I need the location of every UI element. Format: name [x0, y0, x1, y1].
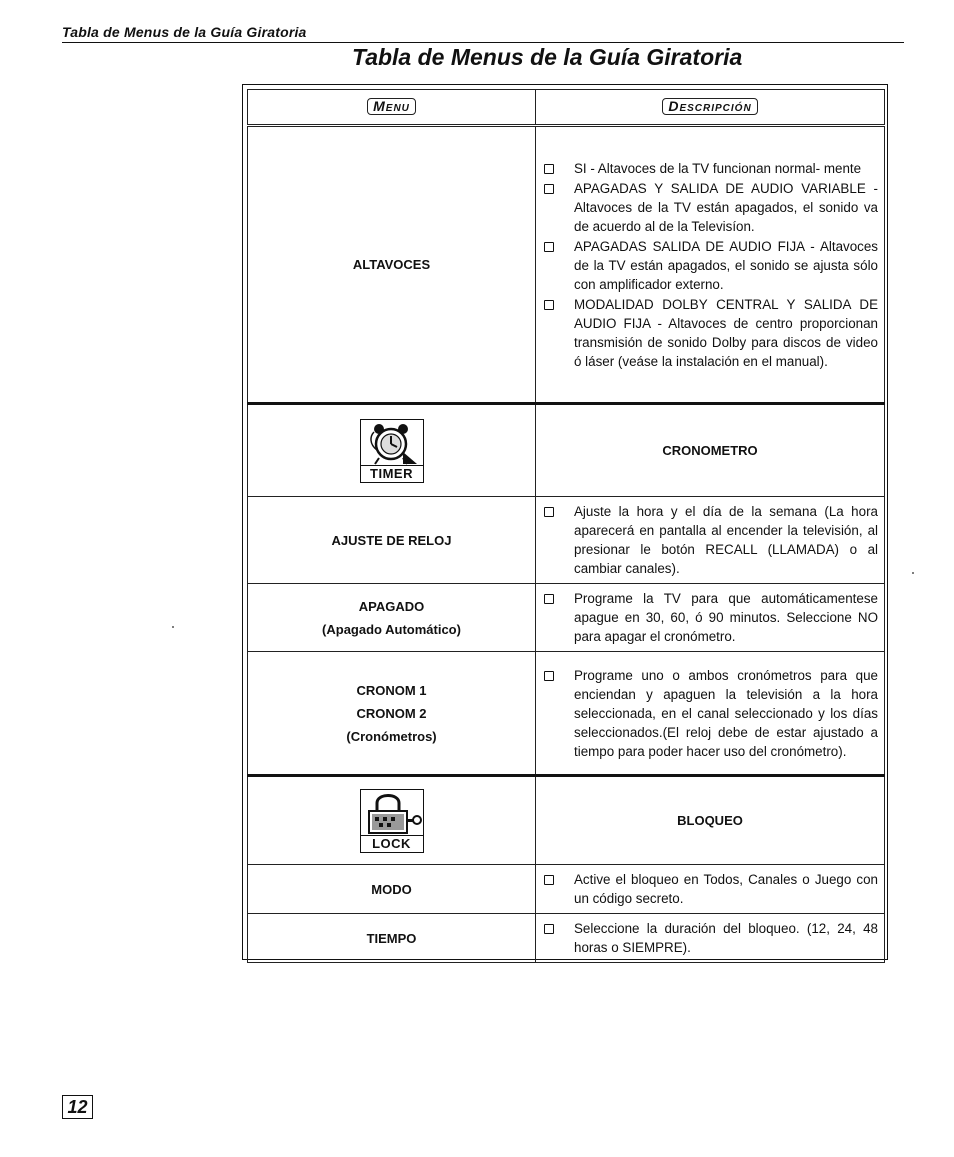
- description-cell: [536, 584, 885, 652]
- table-row: [248, 776, 885, 865]
- menu-item-apagado: [248, 584, 536, 652]
- description-cell: [536, 497, 885, 584]
- table-row: [248, 497, 885, 584]
- page-number: 12: [62, 1095, 93, 1119]
- list-item: [544, 502, 878, 578]
- scan-speck: [172, 626, 174, 628]
- section-title-cronometro: CRONOMETRO: [536, 404, 885, 497]
- menu-item-subtitle: (Apagado Automático): [322, 621, 461, 637]
- option-list: [536, 661, 884, 766]
- page-title: Tabla de Menus de la Guía Giratoria: [352, 44, 743, 70]
- checkbox-bullet-icon: [544, 671, 554, 681]
- option-text: Ajuste la hora y el día de la semana (La hora aparecerá en pantalla al encender la televisión, al presionar le botón RECALL (LLAMADA) o al cambiar canales).: [574, 504, 878, 576]
- list-item: [544, 295, 878, 371]
- option-list: [536, 865, 884, 913]
- list-item: [544, 919, 878, 957]
- checkbox-bullet-icon: [544, 594, 554, 604]
- checkbox-bullet-icon: [544, 507, 554, 517]
- option-list: [536, 914, 884, 962]
- section-title-bloqueo: BLOQUEO: [536, 776, 885, 865]
- option-text: MODALIDAD DOLBY CENTRAL Y SALIDA DE AUDIO FIJA - Altavoces de centro proporcionan transmisión de sonido Dolby para discos de video ó láser (veáse la instalación en el manual).: [574, 296, 878, 369]
- alarm-clock-icon: [360, 419, 424, 483]
- option-text: APAGADAS SALIDA DE AUDIO FIJA - Altavoces de la TV están apagados, el sonido se ajusta sólo con amplificador externo.: [574, 238, 878, 292]
- menu-header-label: Menu: [367, 98, 416, 115]
- checkbox-bullet-icon: [544, 875, 554, 885]
- table-row: [248, 126, 885, 404]
- timer-icon-label: TIMER: [361, 465, 423, 482]
- lock-icon-label: LOCK: [361, 835, 423, 852]
- list-item: [544, 870, 878, 908]
- list-item: [544, 237, 878, 294]
- menu-item-tiempo: TIEMPO: [248, 914, 536, 963]
- table-header-row: [248, 90, 885, 126]
- menu-item-ajuste-de-reloj: AJUSTE DE RELOJ: [248, 497, 536, 584]
- table-row: [248, 865, 885, 914]
- menu-item-altavoces: ALTAVOCES: [248, 126, 536, 404]
- timer-icon-cell: [248, 404, 536, 497]
- checkbox-bullet-icon: [544, 184, 554, 194]
- list-item: [544, 666, 878, 761]
- list-item: [544, 159, 878, 178]
- running-head: Tabla de Menus de la Guía Giratoria: [62, 24, 307, 40]
- option-list: [536, 497, 884, 583]
- menu-table-frame: [242, 84, 888, 960]
- option-text: APAGADAS Y SALIDA DE AUDIO VARIABLE - Altavoces de la TV están apagados, el sonido va de acuerdo al de la Televisíon.: [574, 180, 878, 234]
- table-row: [248, 584, 885, 652]
- list-item: [544, 589, 878, 646]
- menu-table: [247, 89, 885, 963]
- checkbox-bullet-icon: [544, 242, 554, 252]
- option-text: Programe uno o ambos cronómetros para que enciendan y apaguen la televisión a la hora seleccionada, en el canal seleccionado y los días seleccionados.(El reloj debe de estar ajustado a tiempo para poder hacer uso del cronómetro).: [574, 667, 878, 759]
- description-column-header: [536, 90, 885, 126]
- menu-item-modo: MODO: [248, 865, 536, 914]
- option-text: Seleccione la duración del bloqueo. (12, 24, 48 horas o SIEMPRE).: [574, 921, 878, 955]
- menu-item-subtitle: (Cronómetros): [346, 728, 437, 744]
- option-list: [536, 154, 884, 376]
- table-row: [248, 404, 885, 497]
- menu-item-name: CRONOM 2: [356, 705, 427, 721]
- checkbox-bullet-icon: [544, 924, 554, 934]
- padlock-icon: [360, 789, 424, 853]
- description-cell: [536, 652, 885, 776]
- description-cell: [536, 914, 885, 963]
- menu-column-header: [248, 90, 536, 126]
- checkbox-bullet-icon: [544, 164, 554, 174]
- header-rule: [62, 42, 904, 43]
- list-item: [544, 179, 878, 236]
- description-header-label: Descripción: [662, 98, 757, 115]
- option-text: Active el bloqueo en Todos, Canales o Juego con un código secreto.: [574, 872, 878, 906]
- table-row: [248, 652, 885, 776]
- checkbox-bullet-icon: [544, 300, 554, 310]
- option-text: Programe la TV para que automáticamentese apague en 30, 60, ó 90 minutos. Seleccione NO para apagar el cronómetro.: [574, 591, 878, 644]
- lock-icon-cell: [248, 776, 536, 865]
- option-text: SI - Altavoces de la TV funcionan normal- mente: [574, 160, 862, 176]
- table-row: [248, 914, 885, 963]
- option-list: [536, 584, 884, 651]
- description-cell: [536, 126, 885, 404]
- description-cell: [536, 865, 885, 914]
- menu-item-cronom: [248, 652, 536, 776]
- scan-speck: [912, 572, 914, 574]
- menu-item-name: APAGADO: [358, 598, 425, 614]
- menu-item-name: CRONOM 1: [356, 682, 427, 698]
